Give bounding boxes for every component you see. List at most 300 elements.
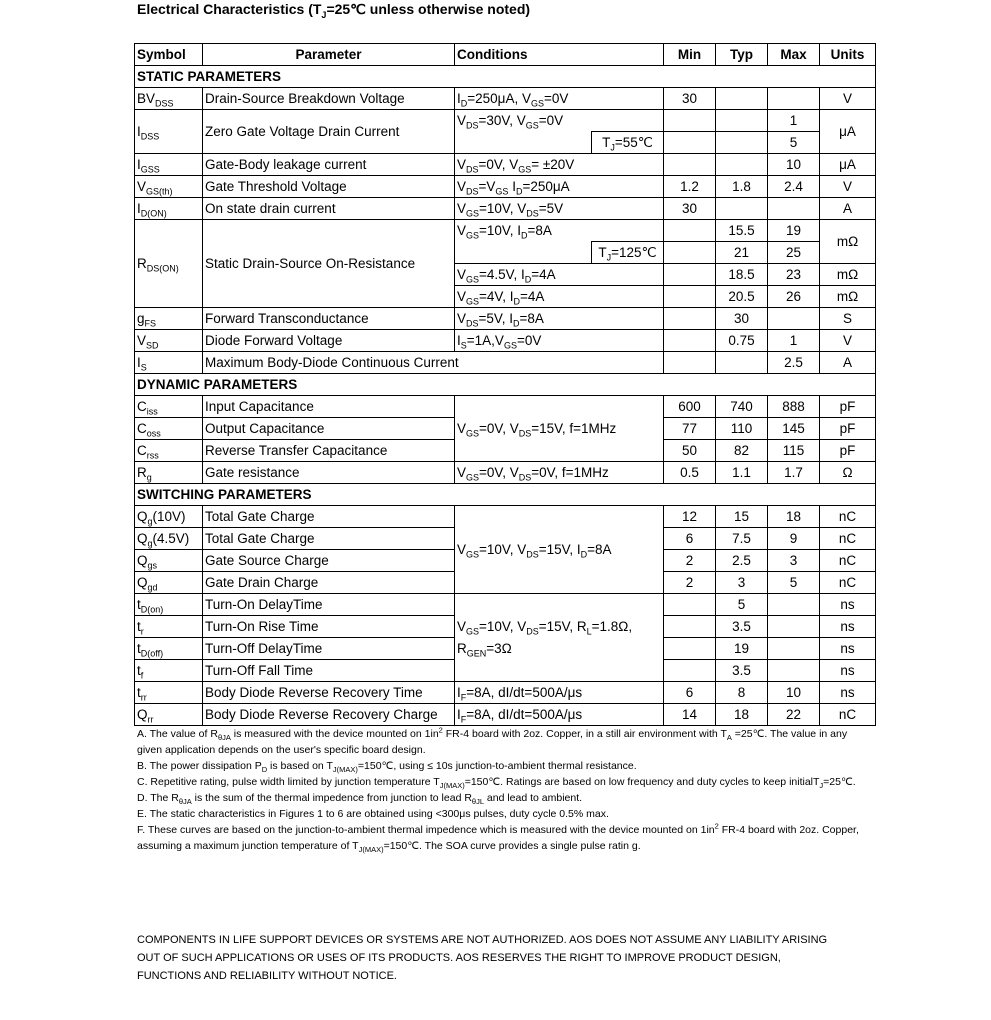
cond-text: =0V, f=1MHz — [531, 465, 609, 480]
note-sub: D — [261, 765, 268, 775]
cond-sub: DS — [466, 120, 479, 131]
unit-cell: ns — [820, 660, 876, 682]
header-max: Max — [768, 44, 820, 66]
min-cell — [664, 352, 716, 374]
header-min: Min — [664, 44, 716, 66]
symbol-text: V — [137, 179, 147, 194]
min-cell: 2 — [664, 572, 716, 594]
page-title — [137, 1, 530, 18]
symbol-text: t — [137, 663, 141, 678]
unit-cell: μA — [820, 110, 876, 154]
typ-cell: 30 — [716, 308, 768, 330]
cond-text: =0V, V — [479, 421, 519, 436]
table-row-trr — [135, 682, 876, 704]
unit-cell: V — [820, 330, 876, 352]
unit-cell: V — [820, 176, 876, 198]
typ-cell: 15.5 — [716, 220, 768, 242]
footnote-e: E. The static characteristics in Figures 1 to 6 are obtained using <300μs pulses, duty cycle 0.5% max. — [137, 808, 609, 820]
parameter-cell: Diode Forward Voltage — [203, 330, 455, 352]
cond-text: =15V, f=1MHz — [531, 421, 617, 436]
cond-sub: D — [515, 186, 523, 197]
note-text: =150℃, using ≤ 10s junction-to-ambient thermal resistance. — [357, 760, 637, 772]
parameter-cell: Forward Transconductance — [203, 308, 455, 330]
symbol-text: R — [137, 256, 147, 271]
max-cell: 10 — [768, 682, 820, 704]
cond-text: =30V, V — [478, 113, 526, 128]
symbol-cell — [135, 638, 203, 660]
unit-cell: nC — [820, 506, 876, 528]
cond-sub: GS — [466, 208, 480, 219]
min-cell — [664, 242, 716, 264]
symbol-text: Q — [137, 707, 148, 722]
typ-cell: 5 — [716, 594, 768, 616]
unit-cell: ns — [820, 638, 876, 660]
min-cell: 50 — [664, 440, 716, 462]
conditions-cell — [455, 308, 664, 330]
symbol-subscript: f — [140, 670, 144, 681]
typ-cell: 2.5 — [716, 550, 768, 572]
parameter-cell: Gate Drain Charge — [203, 572, 455, 594]
symbol-cell — [135, 418, 203, 440]
header-typ: Typ — [716, 44, 768, 66]
cond-sub: GS — [530, 98, 544, 109]
cond-text: =V — [478, 179, 496, 194]
symbol-subscript: DSS — [140, 131, 160, 142]
note-text: is measured with the device mounted on 1in — [230, 728, 439, 740]
symbol-subscript: D(on) — [140, 604, 164, 615]
symbol-cell — [135, 176, 203, 198]
symbol-text: R — [137, 465, 147, 480]
symbol-cell — [135, 594, 203, 616]
max-cell — [768, 198, 820, 220]
header-row — [135, 44, 876, 66]
parameter-cell: Turn-Off DelayTime — [203, 638, 455, 660]
conditions-cell — [455, 220, 664, 242]
parameter-cell: Output Capacitance — [203, 418, 455, 440]
header-conditions: Conditions — [455, 44, 664, 66]
electrical-characteristics-table — [134, 43, 876, 726]
parameter-cell: Body Diode Reverse Recovery Time — [203, 682, 455, 704]
cond-text: =10V, I — [479, 223, 521, 238]
typ-cell — [716, 154, 768, 176]
cond-text: I — [508, 179, 516, 194]
unit-cell: Ω — [820, 462, 876, 484]
parameter-cell: Turn-On DelayTime — [203, 594, 455, 616]
cond-sub: D — [512, 318, 520, 329]
parameter-cell: Gate-Body leakage current — [203, 154, 455, 176]
cond-text: V — [457, 311, 467, 326]
note-text: B. The power dissipation P — [137, 760, 262, 772]
parameter-cell: Body Diode Reverse Recovery Charge — [203, 704, 455, 726]
cond-sub: DS — [518, 428, 532, 439]
unit-cell: mΩ — [820, 286, 876, 308]
cond-sub: GS — [495, 186, 509, 197]
max-cell: 5 — [768, 572, 820, 594]
cond-text: =5V, I — [478, 311, 513, 326]
conditions-cell — [455, 396, 664, 462]
temperature-condition-cell — [592, 132, 664, 154]
table-row-rg — [135, 462, 876, 484]
cond-sub: J — [610, 142, 615, 153]
max-cell — [768, 594, 820, 616]
cond-sub: D — [513, 296, 520, 307]
typ-cell: 82 — [716, 440, 768, 462]
unit-cell: ns — [820, 682, 876, 704]
temperature-condition-cell — [592, 242, 664, 264]
symbol-subscript: g — [146, 472, 152, 483]
note-sub: J — [819, 781, 824, 791]
unit-cell: pF — [820, 440, 876, 462]
conditions-cell — [455, 198, 664, 220]
note-sup: 2 — [714, 821, 719, 831]
cond-sub: DS — [526, 626, 539, 637]
table-row-is — [135, 352, 876, 374]
symbol-cell — [135, 396, 203, 418]
symbol-subscript: oss — [146, 428, 161, 439]
max-cell: 9 — [768, 528, 820, 550]
disclaimer — [137, 931, 872, 985]
min-cell — [664, 154, 716, 176]
typ-cell: 3.5 — [716, 660, 768, 682]
max-cell — [768, 660, 820, 682]
cond-text: =0V — [538, 113, 564, 128]
cond-text: =8A — [527, 223, 552, 238]
unit-cell: μA — [820, 154, 876, 176]
cond-sub: DS — [466, 164, 479, 175]
symbol-text: I — [137, 201, 141, 216]
conditions-cell — [455, 286, 664, 308]
conditions-cell — [455, 594, 664, 682]
cond-sub: DS — [466, 186, 479, 197]
cond-text: V — [457, 421, 467, 436]
symbol-subscript: FS — [144, 318, 157, 329]
symbol-cell — [135, 352, 203, 374]
typ-cell — [716, 132, 768, 154]
note-text: D. The R — [137, 792, 179, 804]
cond-text: =0V, V — [478, 157, 519, 172]
min-cell — [664, 264, 716, 286]
cond-text: =10V, V — [479, 201, 527, 216]
cond-text: T — [598, 245, 607, 260]
cond-text: =8A — [587, 542, 612, 557]
max-cell: 18 — [768, 506, 820, 528]
typ-cell: 18 — [716, 704, 768, 726]
min-cell: 14 — [664, 704, 716, 726]
symbol-text: I — [137, 157, 141, 172]
footnote-b — [137, 758, 872, 774]
cond-text: =0V — [543, 91, 569, 106]
note-text: =150℃. Ratings are based on low frequency and duty cycles to keep initialT — [464, 776, 820, 788]
parameter-cell: Gate resistance — [203, 462, 455, 484]
min-cell — [664, 594, 716, 616]
footnote-d — [137, 790, 872, 806]
note-text: =25℃. The value in any given application depends on the user's specific board design. — [137, 728, 848, 756]
title-text-tail: =25℃ unless otherwise noted) — [326, 1, 531, 17]
footnote-a — [137, 726, 872, 758]
cond-sub: GS — [518, 164, 532, 175]
note-text: A. The value of R — [137, 728, 218, 740]
cond-sub: GS — [466, 296, 480, 307]
disclaimer-line: OUT OF SUCH APPLICATIONS OR USES OF ITS PRODUCTS. AOS RESERVES THE RIGHT TO IMPROVE PRODUCT DESIGN, — [137, 952, 781, 964]
conditions-cell — [455, 88, 664, 110]
cond-text: =0V, V — [479, 465, 519, 480]
unit-cell: pF — [820, 396, 876, 418]
section-row — [135, 484, 876, 506]
unit-cell: A — [820, 352, 876, 374]
symbol-subscript: r — [140, 626, 144, 637]
min-cell — [664, 286, 716, 308]
cond-text: =15V, R — [538, 618, 587, 634]
parameter-cell: Total Gate Charge — [203, 528, 455, 550]
cond-text: =10V, V — [479, 542, 527, 557]
symbol-subscript: DS(ON) — [146, 263, 179, 274]
note-sub: θJA — [178, 797, 192, 807]
max-cell: 23 — [768, 264, 820, 286]
symbol-subscript: rr — [140, 692, 147, 703]
symbol-text: I — [137, 124, 141, 139]
min-cell — [664, 308, 716, 330]
cond-text: T — [602, 135, 611, 150]
cond-text: =10V, V — [479, 618, 527, 634]
symbol-cell — [135, 110, 203, 154]
parameter-cell: Static Drain-Source On-Resistance — [203, 220, 455, 308]
cond-text: =250μA, V — [467, 91, 531, 106]
symbol-cell — [135, 572, 203, 594]
conditions-cell — [455, 330, 664, 352]
typ-cell: 0.75 — [716, 330, 768, 352]
symbol-text: I — [137, 355, 141, 370]
typ-cell — [716, 352, 768, 374]
symbol-subscript: g — [147, 516, 153, 527]
symbol-suffix: (10V) — [152, 509, 186, 524]
cond-text: =8A, dI/dt=500A/μs — [466, 685, 583, 700]
symbol-subscript: gs — [147, 560, 158, 571]
parameter-cell: Gate Source Charge — [203, 550, 455, 572]
typ-cell — [716, 198, 768, 220]
unit-cell: V — [820, 88, 876, 110]
cond-text: =55℃ — [614, 135, 653, 150]
symbol-subscript: rr — [147, 714, 154, 725]
symbol-cell — [135, 198, 203, 220]
note-sub: J(MAX) — [332, 765, 358, 775]
cond-sub: GEN — [466, 648, 487, 659]
table-row-igss — [135, 154, 876, 176]
section-static: STATIC PARAMETERS — [135, 66, 876, 88]
cond-text: V — [457, 465, 467, 480]
parameter-cell: Turn-On Rise Time — [203, 616, 455, 638]
conditions-cell — [455, 506, 664, 594]
cond-sub: GS — [466, 230, 480, 241]
footnote-c — [137, 774, 872, 790]
unit-cell: ns — [820, 616, 876, 638]
table-row-vsd — [135, 330, 876, 352]
unit-cell: pF — [820, 418, 876, 440]
conditions-cell — [455, 110, 664, 132]
note-text: is based on T — [267, 760, 333, 772]
note-sub: A — [726, 733, 732, 743]
max-cell: 2.5 — [768, 352, 820, 374]
parameter-cell: Zero Gate Voltage Drain Current — [203, 110, 455, 154]
min-cell: 1.2 — [664, 176, 716, 198]
max-cell: 1 — [768, 110, 820, 132]
max-cell: 10 — [768, 154, 820, 176]
max-cell: 5 — [768, 132, 820, 154]
max-cell: 115 — [768, 440, 820, 462]
symbol-subscript: rss — [146, 450, 159, 461]
header-parameter: Parameter — [203, 44, 455, 66]
max-cell: 25 — [768, 242, 820, 264]
parameter-cell: Input Capacitance — [203, 396, 455, 418]
min-cell: 30 — [664, 198, 716, 220]
table-row-rdson-a — [135, 220, 876, 242]
symbol-text: t — [137, 685, 141, 700]
min-cell — [664, 638, 716, 660]
conditions-blank-cell — [455, 242, 592, 264]
symbol-text: Q — [137, 575, 148, 590]
symbol-text: t — [137, 597, 141, 612]
cond-text: I — [457, 91, 461, 106]
parameter-cell: Gate Threshold Voltage — [203, 176, 455, 198]
symbol-subscript: iss — [146, 406, 158, 417]
unit-cell: mΩ — [820, 264, 876, 286]
cond-text: =250μA — [522, 179, 570, 194]
disclaimer-line: COMPONENTS IN LIFE SUPPORT DEVICES OR SYSTEMS ARE NOT AUTHORIZED. AOS DOES NOT ASSUME ANY LIABILITY ARISING — [137, 934, 828, 946]
max-cell — [768, 616, 820, 638]
table-row-qg10 — [135, 506, 876, 528]
max-cell: 26 — [768, 286, 820, 308]
parameter-cell: On state drain current — [203, 198, 455, 220]
max-cell: 22 — [768, 704, 820, 726]
cond-text: =15V, I — [538, 542, 581, 557]
note-text: and lead to ambient. — [484, 792, 583, 804]
note-text: =150℃. The SOA curve provides a single pulse ratin g. — [383, 840, 641, 852]
symbol-cell — [135, 704, 203, 726]
unit-cell: nC — [820, 528, 876, 550]
typ-cell: 110 — [716, 418, 768, 440]
cond-text: =1.8Ω, — [591, 618, 633, 634]
cond-text: =4A — [519, 289, 545, 304]
cond-sub: DS — [526, 208, 539, 219]
symbol-cell — [135, 528, 203, 550]
cond-sub: D — [524, 274, 532, 285]
symbol-cell — [135, 220, 203, 308]
typ-cell: 18.5 — [716, 264, 768, 286]
typ-cell: 7.5 — [716, 528, 768, 550]
unit-cell: A — [820, 198, 876, 220]
typ-cell: 1.1 — [716, 462, 768, 484]
note-sub: θJA — [217, 733, 231, 743]
cond-text: I — [457, 685, 461, 700]
cond-text: =3Ω — [486, 640, 512, 656]
symbol-cell — [135, 506, 203, 528]
typ-cell: 3 — [716, 572, 768, 594]
typ-cell: 1.8 — [716, 176, 768, 198]
symbol-text: t — [137, 619, 141, 634]
max-cell: 2.4 — [768, 176, 820, 198]
conditions-cell — [455, 176, 664, 198]
conditions-cell — [455, 264, 664, 286]
symbol-cell — [135, 462, 203, 484]
cond-text: V — [457, 179, 467, 194]
table-row-idss — [135, 110, 876, 132]
unit-cell: S — [820, 308, 876, 330]
cond-text: V — [457, 157, 467, 172]
table-row-gfs — [135, 308, 876, 330]
table-row-idon — [135, 198, 876, 220]
min-cell: 30 — [664, 88, 716, 110]
typ-cell: 20.5 — [716, 286, 768, 308]
symbol-text: Q — [137, 553, 148, 568]
min-cell — [664, 660, 716, 682]
note-text: F. These curves are based on the junction-to-ambient thermal impedence which is measured with the device mounted on 1in — [137, 824, 715, 836]
typ-cell: 8 — [716, 682, 768, 704]
max-cell: 888 — [768, 396, 820, 418]
cond-text: I — [457, 707, 461, 722]
note-text: FR-4 board with 2oz. Copper, in a still air environment with T — [442, 728, 727, 740]
parameter-cell: Turn-Off Fall Time — [203, 660, 455, 682]
cond-text: =125℃ — [611, 245, 657, 260]
cond-sub: J — [606, 252, 612, 263]
cond-text: V — [457, 223, 467, 238]
symbol-text: BV — [137, 91, 156, 106]
cond-sub: GS — [466, 274, 480, 285]
max-cell — [768, 88, 820, 110]
cond-text: V — [457, 113, 467, 128]
typ-cell — [716, 88, 768, 110]
parameter-cell: Maximum Body-Diode Continuous Current — [203, 352, 664, 374]
symbol-text: V — [137, 333, 147, 348]
section-row — [135, 374, 876, 396]
table-row-vgsth — [135, 176, 876, 198]
typ-cell — [716, 110, 768, 132]
symbol-cell — [135, 616, 203, 638]
min-cell — [664, 132, 716, 154]
max-cell — [768, 638, 820, 660]
symbol-cell — [135, 88, 203, 110]
max-cell: 19 — [768, 220, 820, 242]
min-cell — [664, 330, 716, 352]
symbol-text: Q — [137, 531, 148, 546]
symbol-subscript: D(ON) — [140, 208, 167, 219]
cond-sub: L — [586, 626, 592, 637]
min-cell — [664, 220, 716, 242]
symbol-cell — [135, 330, 203, 352]
symbol-text: C — [137, 421, 147, 436]
table-row-tdon — [135, 594, 876, 616]
symbol-subscript: GSS — [140, 164, 160, 175]
cond-sub: D — [460, 98, 468, 109]
cond-text: R — [457, 640, 467, 656]
disclaimer-line: FUNCTIONS AND RELIABILITY WITHOUT NOTICE. — [137, 970, 397, 982]
cond-text: =1A,V — [466, 333, 504, 348]
note-text: FR-4 board with 2oz. Copper, assuming a maximum junction temperature of T — [137, 824, 859, 852]
cond-text: =8A — [519, 311, 544, 326]
cond-sub: DS — [518, 472, 532, 483]
min-cell: 6 — [664, 682, 716, 704]
cond-sub: GS — [466, 549, 480, 560]
cond-sub: D — [520, 230, 528, 241]
table-row-ciss — [135, 396, 876, 418]
cond-text: V — [457, 618, 467, 634]
cond-text: I — [457, 333, 461, 348]
max-cell: 1 — [768, 330, 820, 352]
cond-sub: GS — [525, 120, 539, 131]
min-cell: 6 — [664, 528, 716, 550]
symbol-subscript: gd — [147, 582, 158, 593]
symbol-subscript: S — [140, 362, 147, 373]
symbol-text: t — [137, 641, 141, 656]
footnote-f — [137, 822, 872, 854]
